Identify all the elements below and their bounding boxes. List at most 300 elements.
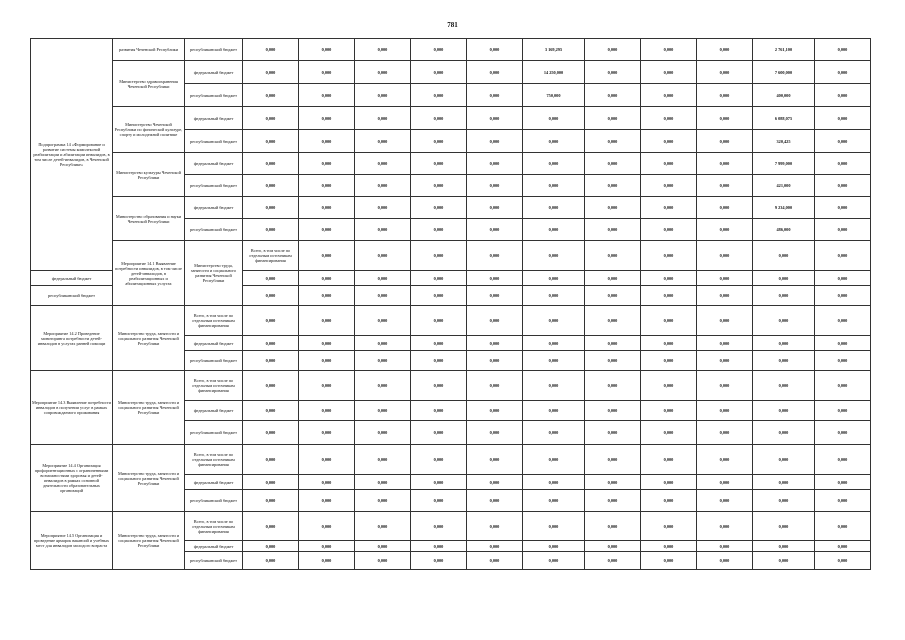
value-cell: 0,000 (299, 541, 355, 552)
funding-source-cell: республиканский бюджет (185, 421, 243, 445)
value-cell: 0,000 (411, 475, 467, 490)
value-cell: 0,000 (815, 241, 871, 271)
value-cell: 0,000 (299, 306, 355, 336)
value-cell: 0,000 (467, 130, 523, 153)
funding-source-cell: республиканский бюджет (31, 286, 113, 306)
value-cell: 0,000 (523, 219, 585, 241)
table-row (31, 371, 871, 401)
value-cell: 0,000 (411, 371, 467, 401)
funding-source-cell: республиканский бюджет (185, 84, 243, 107)
value-cell: 0,000 (243, 271, 299, 286)
value-cell: 320,425 (753, 130, 815, 153)
value-cell: 0,000 (355, 39, 411, 61)
value-cell: 0,000 (243, 371, 299, 401)
value-cell: 0,000 (697, 371, 753, 401)
funding-source-cell: федеральный бюджет (185, 401, 243, 421)
value-cell: 0,000 (299, 336, 355, 351)
value-cell: 0,000 (355, 61, 411, 84)
executor-cell: Министерство труда, занятости и социального развития Чеченской Республики (185, 241, 243, 306)
value-cell: 0,000 (697, 39, 753, 61)
value-cell: 0,000 (753, 271, 815, 286)
executor-cell: Министерство труда, занятости и социального развития Чеченской Республики (113, 445, 185, 512)
value-cell: 7 600,000 (753, 61, 815, 84)
funding-source-cell: республиканский бюджет (185, 552, 243, 570)
value-cell: 0,000 (243, 445, 299, 475)
value-cell: 0,000 (641, 475, 697, 490)
value-cell: 0,000 (355, 241, 411, 271)
value-cell: 0,000 (523, 241, 585, 271)
value-cell: 0,000 (753, 351, 815, 371)
value-cell: 0,000 (411, 286, 467, 306)
value-cell: 0,000 (243, 39, 299, 61)
value-cell: 0,000 (697, 445, 753, 475)
value-cell: 0,000 (641, 552, 697, 570)
value-cell: 7 999,000 (753, 153, 815, 175)
value-cell: 0,000 (467, 286, 523, 306)
value-cell: 0,000 (697, 84, 753, 107)
value-cell: 0,000 (299, 490, 355, 512)
value-cell: 0,000 (523, 371, 585, 401)
value-cell: 0,000 (243, 401, 299, 421)
value-cell: 0,000 (753, 490, 815, 512)
value-cell: 0,000 (585, 490, 641, 512)
value-cell: 0,000 (467, 84, 523, 107)
value-cell: 0,000 (243, 336, 299, 351)
value-cell: 0,000 (299, 512, 355, 541)
value-cell: 0,000 (355, 219, 411, 241)
value-cell: 0,000 (585, 175, 641, 197)
value-cell: 0,000 (411, 219, 467, 241)
value-cell: 0,000 (299, 351, 355, 371)
value-cell: 0,000 (355, 445, 411, 475)
value-cell: 0,000 (355, 107, 411, 130)
value-cell: 0,000 (697, 197, 753, 219)
value-cell: 0,000 (641, 351, 697, 371)
value-cell: 0,000 (753, 401, 815, 421)
value-cell: 0,000 (243, 84, 299, 107)
value-cell: 0,000 (355, 552, 411, 570)
value-cell: 0,000 (641, 61, 697, 84)
value-cell: 0,000 (815, 490, 871, 512)
value-cell: 0,000 (411, 107, 467, 130)
value-cell: 0,000 (355, 336, 411, 351)
value-cell: 0,000 (523, 351, 585, 371)
value-cell: 0,000 (585, 286, 641, 306)
value-cell: 0,000 (299, 271, 355, 286)
value-cell: 0,000 (467, 197, 523, 219)
value-cell: 0,000 (467, 445, 523, 475)
value-cell: 0,000 (243, 351, 299, 371)
program-cell: Мероприятие 14.4 Организация профориентационных с ограниченными возможностями здоровья и детей-инвалидов в рамках основной деятельности образовательных организаций (31, 445, 113, 512)
value-cell: 0,000 (243, 61, 299, 84)
value-cell: 0,000 (641, 219, 697, 241)
value-cell: 0,000 (815, 61, 871, 84)
value-cell: 0,000 (467, 241, 523, 271)
value-cell: 0,000 (641, 175, 697, 197)
value-cell: 0,000 (243, 475, 299, 490)
value-cell: 0,000 (815, 153, 871, 175)
value-cell: 0,000 (815, 351, 871, 371)
value-cell: 0,000 (243, 490, 299, 512)
value-cell: 0,000 (641, 512, 697, 541)
value-cell: 0,000 (585, 401, 641, 421)
value-cell: 0,000 (299, 39, 355, 61)
value-cell: 0,000 (523, 336, 585, 351)
value-cell: 0,000 (585, 219, 641, 241)
value-cell: 0,000 (697, 175, 753, 197)
value-cell: 0,000 (243, 552, 299, 570)
value-cell: 0,000 (697, 421, 753, 445)
value-cell: 0,000 (243, 512, 299, 541)
value-cell: 0,000 (467, 401, 523, 421)
value-cell: 0,000 (641, 490, 697, 512)
value-cell: 0,000 (411, 306, 467, 336)
value-cell: 0,000 (815, 512, 871, 541)
table-row (31, 197, 871, 219)
value-cell: 0,000 (411, 336, 467, 351)
value-cell: 0,000 (815, 175, 871, 197)
executor-cell: Министерство здравоохранения Чеченской Республики (113, 61, 185, 107)
value-cell: 0,000 (411, 445, 467, 475)
funding-source-cell: республиканский бюджет (185, 219, 243, 241)
funding-source-cell: республиканский бюджет (185, 39, 243, 61)
value-cell: 0,000 (355, 541, 411, 552)
value-cell: 0,000 (523, 271, 585, 286)
program-cell: Мероприятие 14.2 Проведение мониторинга потребности детей-инвалидов в услугах ранней помощи (31, 306, 113, 371)
value-cell: 0,000 (411, 241, 467, 271)
value-cell: 0,000 (467, 61, 523, 84)
value-cell: 0,000 (585, 512, 641, 541)
value-cell: 0,000 (641, 130, 697, 153)
program-cell: Мероприятие 14.1 Выявление потребности инвалидов, в том числе детей-инвалидов, в реабилитационных и абилитационных услугах (113, 241, 185, 306)
value-cell: 0,000 (753, 421, 815, 445)
executor-cell: Министерство труда, занятости и социального развития Чеченской Республики (113, 371, 185, 445)
value-cell: 0,000 (243, 153, 299, 175)
value-cell: 0,000 (585, 197, 641, 219)
value-cell: 0,000 (697, 271, 753, 286)
value-cell: 0,000 (299, 107, 355, 130)
value-cell: 0,000 (523, 445, 585, 475)
table-row (31, 512, 871, 541)
value-cell: 0,000 (411, 490, 467, 512)
page-number: 781 (447, 21, 458, 29)
table-body (31, 39, 871, 570)
value-cell: 0,000 (641, 541, 697, 552)
value-cell: 0,000 (753, 336, 815, 351)
funding-source-cell: федеральный бюджет (185, 153, 243, 175)
value-cell: 0,000 (585, 475, 641, 490)
value-cell: 0,000 (299, 197, 355, 219)
value-cell: 0,000 (641, 107, 697, 130)
value-cell: 486,000 (753, 219, 815, 241)
value-cell: 0,000 (355, 512, 411, 541)
value-cell: 0,000 (299, 401, 355, 421)
value-cell: 0,000 (815, 219, 871, 241)
value-cell: 0,000 (523, 401, 585, 421)
value-cell: 0,000 (815, 541, 871, 552)
value-cell: 0,000 (523, 421, 585, 445)
value-cell: 0,000 (697, 552, 753, 570)
value-cell: 0,000 (355, 306, 411, 336)
value-cell: 0,000 (697, 130, 753, 153)
value-cell: 0,000 (585, 306, 641, 336)
value-cell: 0,000 (299, 286, 355, 306)
value-cell: 0,000 (467, 421, 523, 445)
funding-source-cell: республиканский бюджет (185, 130, 243, 153)
value-cell: 9 234,000 (753, 197, 815, 219)
value-cell: 0,000 (815, 401, 871, 421)
value-cell: 0,000 (467, 219, 523, 241)
value-cell: 0,000 (815, 197, 871, 219)
value-cell: 0,000 (355, 271, 411, 286)
value-cell: 0,000 (585, 153, 641, 175)
value-cell: 0,000 (355, 371, 411, 401)
value-cell: 0,000 (641, 421, 697, 445)
value-cell: 0,000 (697, 336, 753, 351)
value-cell: 0,000 (467, 512, 523, 541)
value-cell: 0,000 (411, 153, 467, 175)
value-cell: 0,000 (355, 475, 411, 490)
value-cell: 0,000 (815, 271, 871, 286)
value-cell: 0,000 (243, 421, 299, 445)
value-cell: 0,000 (243, 175, 299, 197)
executor-cell: Министерство Чеченской Республики по физической культуре, спорту и молодежной политике (113, 107, 185, 153)
value-cell: 0,000 (523, 512, 585, 541)
value-cell: 0,000 (697, 286, 753, 306)
value-cell: 0,000 (411, 421, 467, 445)
value-cell: 0,000 (523, 306, 585, 336)
value-cell: 0,000 (753, 552, 815, 570)
value-cell: 0,000 (299, 175, 355, 197)
value-cell: 14 250,000 (523, 61, 585, 84)
value-cell: 0,000 (641, 241, 697, 271)
funding-source-cell: Всего, в том числе по отдельным источникам финансирования (185, 445, 243, 475)
value-cell: 0,000 (815, 286, 871, 306)
table-row (31, 306, 871, 336)
value-cell: 0,000 (753, 445, 815, 475)
funding-source-cell: республиканский бюджет (185, 351, 243, 371)
value-cell: 0,000 (411, 351, 467, 371)
value-cell: 0,000 (697, 351, 753, 371)
value-cell: 0,000 (243, 107, 299, 130)
value-cell: 0,000 (753, 475, 815, 490)
value-cell: 0,000 (243, 306, 299, 336)
program-cell: Подпрограмма 14 «Формирование и развитие системы комплексной реабилитации и абилитации инвалидов, в том числе детей-инвалидов, в Чеченской Республике» (31, 39, 113, 271)
value-cell: 0,000 (753, 541, 815, 552)
value-cell: 0,000 (585, 84, 641, 107)
value-cell: 0,000 (585, 336, 641, 351)
value-cell: 0,000 (641, 286, 697, 306)
value-cell: 0,000 (697, 490, 753, 512)
value-cell: 0,000 (523, 175, 585, 197)
value-cell: 0,000 (753, 371, 815, 401)
value-cell: 0,000 (243, 130, 299, 153)
value-cell: 0,000 (523, 490, 585, 512)
value-cell: 0,000 (355, 197, 411, 219)
value-cell: 0,000 (815, 107, 871, 130)
value-cell: 0,000 (697, 541, 753, 552)
value-cell: 0,000 (815, 84, 871, 107)
value-cell: 0,000 (243, 286, 299, 306)
value-cell: 0,000 (641, 84, 697, 107)
value-cell: 0,000 (641, 336, 697, 351)
value-cell: 0,000 (523, 130, 585, 153)
value-cell: 0,000 (697, 306, 753, 336)
value-cell: 0,000 (815, 130, 871, 153)
value-cell: 0,000 (467, 336, 523, 351)
value-cell: 0,000 (815, 552, 871, 570)
value-cell: 0,000 (523, 286, 585, 306)
value-cell: 0,000 (299, 153, 355, 175)
funding-source-cell: республиканский бюджет (185, 490, 243, 512)
value-cell: 0,000 (411, 61, 467, 84)
value-cell: 0,000 (411, 271, 467, 286)
value-cell: 0,000 (299, 219, 355, 241)
value-cell: 0,000 (299, 371, 355, 401)
value-cell: 0,000 (753, 286, 815, 306)
value-cell: 0,000 (411, 197, 467, 219)
value-cell: 0,000 (697, 153, 753, 175)
value-cell: 0,000 (641, 401, 697, 421)
value-cell: 0,000 (467, 271, 523, 286)
value-cell: 0,000 (411, 541, 467, 552)
value-cell: 0,000 (299, 445, 355, 475)
funding-source-cell: федеральный бюджет (31, 271, 113, 286)
value-cell: 0,000 (641, 445, 697, 475)
table-row (31, 39, 871, 61)
value-cell: 0,000 (815, 371, 871, 401)
funding-source-cell: республиканский бюджет (185, 175, 243, 197)
value-cell: 0,000 (355, 421, 411, 445)
value-cell: 0,000 (697, 107, 753, 130)
value-cell: 0,000 (585, 271, 641, 286)
value-cell: 0,000 (467, 153, 523, 175)
value-cell: 0,000 (523, 541, 585, 552)
value-cell: 0,000 (355, 84, 411, 107)
value-cell: 750,000 (523, 84, 585, 107)
value-cell: 0,000 (697, 512, 753, 541)
value-cell: 6 088,075 (753, 107, 815, 130)
value-cell: 0,000 (355, 351, 411, 371)
value-cell: 0,000 (355, 175, 411, 197)
value-cell: 0,000 (523, 197, 585, 219)
value-cell: 0,000 (523, 552, 585, 570)
value-cell: 0,000 (585, 39, 641, 61)
value-cell: 0,000 (585, 61, 641, 84)
value-cell: 0,000 (697, 61, 753, 84)
funding-source-cell: Всего, в том числе по отдельным источникам финансирования (185, 306, 243, 336)
value-cell: 0,000 (243, 541, 299, 552)
funding-source-cell: федеральный бюджет (185, 61, 243, 84)
value-cell: 0,000 (467, 175, 523, 197)
value-cell: 0,000 (467, 541, 523, 552)
executor-cell: Министерство труда, занятости и социального развития Чеченской Республики (113, 512, 185, 570)
funding-source-cell: Всего, в том числе по отдельным источникам финансирования (185, 371, 243, 401)
funding-source-cell: федеральный бюджет (185, 197, 243, 219)
value-cell: 0,000 (523, 153, 585, 175)
value-cell: 0,000 (815, 306, 871, 336)
value-cell: 0,000 (641, 371, 697, 401)
value-cell: 0,000 (411, 401, 467, 421)
executor-cell: Министерство труда, занятости и социального развития Чеченской Республики (113, 306, 185, 371)
value-cell: 0,000 (467, 490, 523, 512)
value-cell: 0,000 (641, 306, 697, 336)
funding-source-cell: федеральный бюджет (185, 336, 243, 351)
value-cell: 0,000 (355, 490, 411, 512)
executor-cell: Министерство образования и науки Чеченской Республики (113, 197, 185, 241)
value-cell: 0,000 (815, 421, 871, 445)
table-row (31, 241, 871, 271)
table-row (31, 445, 871, 475)
value-cell: 0,000 (815, 445, 871, 475)
value-cell: 0,000 (585, 241, 641, 271)
value-cell: 0,000 (641, 153, 697, 175)
value-cell: 0,000 (467, 306, 523, 336)
value-cell: 0,000 (523, 475, 585, 490)
value-cell: 0,000 (815, 336, 871, 351)
value-cell: 0,000 (697, 401, 753, 421)
value-cell: 0,000 (243, 197, 299, 219)
value-cell: 0,000 (411, 175, 467, 197)
funding-source-cell: федеральный бюджет (185, 107, 243, 130)
value-cell: 0,000 (411, 84, 467, 107)
table-row (31, 61, 871, 84)
value-cell: 0,000 (411, 39, 467, 61)
value-cell: 0,000 (299, 552, 355, 570)
value-cell: 0,000 (411, 512, 467, 541)
value-cell: 0,000 (585, 445, 641, 475)
program-cell: Мероприятие 14.3 Выявление потребности инвалидов в получении услуг в рамках сопровождаемого проживания (31, 371, 113, 445)
table-row (31, 153, 871, 175)
value-cell: 0,000 (299, 61, 355, 84)
value-cell: 0,000 (697, 475, 753, 490)
value-cell: 0,000 (641, 39, 697, 61)
value-cell: 0,000 (411, 130, 467, 153)
value-cell: 0,000 (585, 371, 641, 401)
funding-source-cell: федеральный бюджет (185, 475, 243, 490)
value-cell: 0,000 (467, 39, 523, 61)
value-cell: 0,000 (815, 39, 871, 61)
program-cell: Мероприятие 14.5 Организация и проведение ярмарок вакансий и учебных мест для инвалидов молодого возраста (31, 512, 113, 570)
executor-cell: Министерство культуры Чеченской Республики (113, 153, 185, 197)
value-cell: 0,000 (697, 219, 753, 241)
value-cell: 0,000 (467, 475, 523, 490)
value-cell: 0,000 (467, 351, 523, 371)
value-cell: 421,000 (753, 175, 815, 197)
value-cell: 0,000 (411, 552, 467, 570)
executor-cell: развития Чеченской Республики (113, 39, 185, 61)
value-cell: 0,000 (523, 107, 585, 130)
value-cell: 0,000 (641, 271, 697, 286)
value-cell: 0,000 (299, 421, 355, 445)
value-cell: 0,000 (585, 552, 641, 570)
value-cell: 0,000 (753, 241, 815, 271)
value-cell: 0,000 (299, 84, 355, 107)
value-cell: 3 169,295 (523, 39, 585, 61)
value-cell: 0,000 (641, 197, 697, 219)
value-cell: 0,000 (467, 552, 523, 570)
value-cell: 0,000 (815, 475, 871, 490)
funding-source-cell: федеральный бюджет (185, 541, 243, 552)
value-cell: 0,000 (697, 241, 753, 271)
value-cell: 0,000 (355, 286, 411, 306)
value-cell: 0,000 (355, 153, 411, 175)
value-cell: 0,000 (585, 107, 641, 130)
value-cell: 0,000 (467, 371, 523, 401)
value-cell: 0,000 (355, 401, 411, 421)
value-cell: 400,000 (753, 84, 815, 107)
funding-source-cell: Всего, в том числе по отдельным источникам финансирования (185, 512, 243, 541)
